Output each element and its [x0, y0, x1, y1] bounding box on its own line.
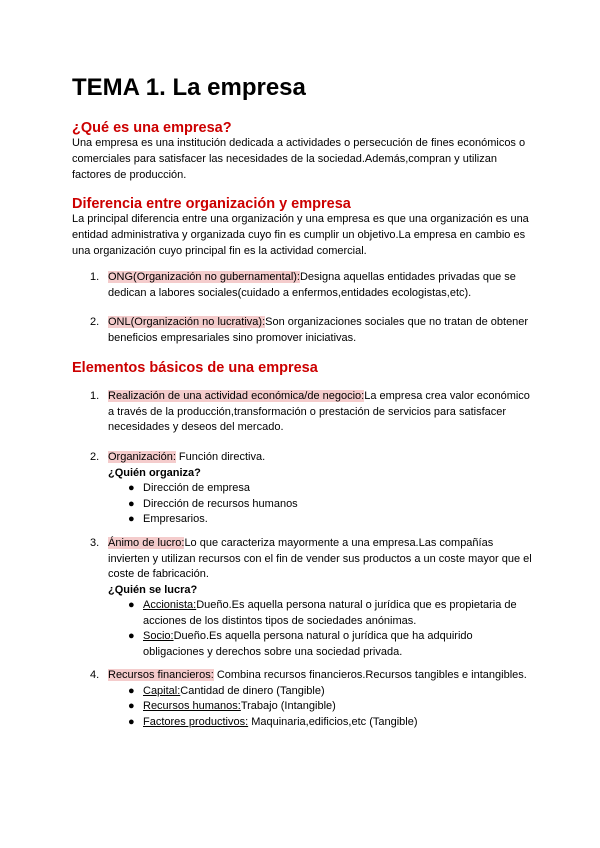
organizers-list [108, 481, 532, 528]
item-text: Designa aquellas entidades privadas que se dedican a labores sociales(cuidado a enfermos,entidades ecologistas,etc). [108, 271, 516, 299]
bullet-icon: ● [128, 684, 135, 697]
list-number: 3. [90, 537, 100, 549]
list-item: ● Factores productivos: Maquinaria,edificios,etc (Tangible) [108, 715, 532, 731]
list-number: 2. [90, 316, 100, 328]
section-heading-basic-elements: Elementos básicos de una empresa [72, 360, 318, 376]
list-item-onl [90, 315, 532, 346]
section-paragraph-what-is-company: Una empresa es una institución dedicada a actividades o persecución de fines económicos o comerciales para satisfacer las necesidades de la sociedad.Además,compran y utilizan factores de producción. [72, 137, 526, 181]
resources-list [108, 684, 532, 731]
sub-term: Capital: [143, 684, 181, 697]
profiters-list [108, 598, 532, 660]
list-item: ● Recursos humanos:Trabajo (Intangible) [108, 699, 532, 715]
bullet-icon: ● [128, 482, 135, 494]
bullet-icon: ● [128, 700, 135, 712]
list-item: ● Capital:Cantidad de dinero (Tangible) [108, 684, 532, 700]
list-item: ● Dirección de empresa [108, 481, 532, 497]
bullet-icon: ● [128, 630, 135, 642]
list-item: ● Empresarios. [108, 512, 532, 528]
list-item-profit [90, 536, 532, 660]
list-item-economic-activity [90, 389, 532, 436]
section-heading-what-is-company: ¿Qué es una empresa? [72, 120, 232, 136]
page-title: TEMA 1. La empresa [72, 74, 306, 101]
sub-term: Factores productivos: [143, 715, 249, 728]
list-number: 1. [90, 390, 100, 402]
sub-term: Recursos humanos: [143, 700, 241, 712]
bullet-icon: ● [128, 599, 135, 611]
question-who-profits: ¿Quién se lucra? [108, 583, 198, 596]
question-who-organizes: ¿Quién organiza? [108, 466, 201, 479]
list-item: ● Dirección de recursos humanos [108, 497, 532, 513]
sub-term: Socio: [143, 630, 174, 642]
section-heading-difference: Diferencia entre organización y empresa [72, 196, 351, 212]
bullet-icon: ● [128, 513, 135, 525]
highlighted-term: Organización: [108, 451, 176, 463]
bullet-icon: ● [128, 497, 135, 510]
highlighted-term: Realización de una actividad económica/de negocio: [108, 390, 365, 402]
item-text: Combina recursos financieros.Recursos tangibles e intangibles. [213, 669, 527, 681]
list-item-financial-resources [90, 668, 532, 730]
bullet-icon: ● [128, 715, 135, 728]
highlighted-term: ONG(Organización no gubernamental): [108, 271, 300, 283]
section-paragraph-difference: La principal diferencia entre una organización y una empresa es que una organización es una entidad administrativa y organizada cuyo fin es cumplir un objetivo.La empresa en cambio es una organización cuyo principal fin es la actividad comercial. [72, 213, 529, 257]
list-item: ● Socio:Dueño.Es aquella persona natural o jurídica que ha adquirido obligaciones y derechos sobre una sociedad privada. [128, 630, 473, 658]
list-item: ● Accionista:Dueño.Es aquella persona natural o jurídica que es propietaria de acciones de los distintos tipos de sociedades anónimas. [128, 599, 517, 627]
highlighted-term: Ánimo de lucro: [108, 537, 185, 549]
list-item-organization [90, 450, 532, 528]
list-number: 2. [90, 451, 100, 463]
list-number: 4. [90, 669, 100, 681]
item-text: Son organizaciones sociales que no tratan de obtener beneficios empresariales sino promover iniciativas. [108, 316, 529, 344]
item-text: La empresa crea valor económico a través de la producción,transformación o prestación de servicios para satisfacer necesidades y deseos del mercado. [108, 390, 530, 433]
item-text: Lo que caracteriza mayormente a una empresa.Las compañías invierten y utilizan recursos con el fin de vender sus productos a un coste mayor que el coste de fabricación. [108, 537, 532, 580]
sub-term: Accionista: [143, 599, 197, 611]
list-item-ong [90, 270, 532, 301]
highlighted-term: ONL(Organización no lucrativa): [108, 316, 266, 328]
highlighted-term: Recursos financieros: [108, 669, 214, 681]
item-text: Función directiva. [175, 451, 266, 463]
list-number: 1. [90, 271, 100, 283]
